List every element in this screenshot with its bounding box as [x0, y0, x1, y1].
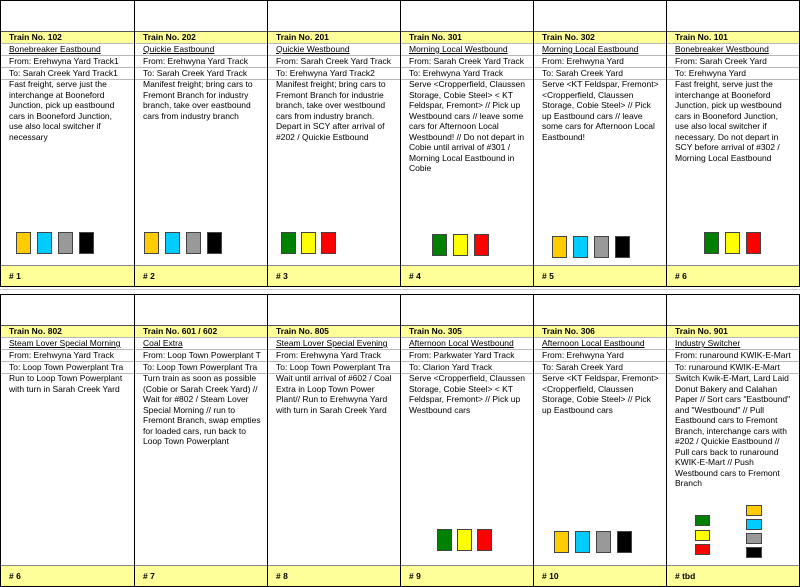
- car-color-gray: [58, 232, 73, 254]
- card-sequence: # 6: [1, 565, 134, 586]
- train-number: Train No. 601 / 602: [135, 326, 267, 338]
- train-description: Manifest freight; bring cars to Fremont Branch for industry branch, take over eastbound cars from industry branch: [143, 79, 253, 121]
- train-name: Afternoon Local Westbound: [401, 338, 533, 350]
- train-description: Serve <Cropperfield, Claussen Storage, Cobie Steel> < KT Feldspar, Fremont> // Pick up Westbound cars: [409, 373, 525, 415]
- train-from: From: runaround KWIK-E-Mart: [667, 350, 799, 362]
- train-to: To: Sarah Creek Yard Track1: [1, 68, 134, 80]
- car-color-green: [281, 232, 296, 254]
- train-name: Steam Lover Special Morning: [1, 338, 134, 350]
- train-to: To: Loop Town Powerplant Tra: [268, 362, 400, 374]
- train-to: To: runaround KWIK-E-Mart: [667, 362, 799, 374]
- card-spacer: [401, 295, 533, 326]
- car-color-red: [477, 529, 492, 551]
- card-sequence: # 4: [401, 265, 533, 286]
- card-sequence: # 1: [1, 265, 134, 286]
- train-from: From: Erehwyna Yard: [534, 56, 666, 68]
- train-to: To: Erehwyna Yard Track2: [268, 68, 400, 80]
- train-card: [134, 0, 268, 287]
- train-name: Bonebreaker Westbound: [667, 44, 799, 56]
- car-color-green: [437, 529, 452, 551]
- train-name: Coal Extra: [135, 338, 267, 350]
- card-sequence: # 2: [135, 265, 267, 286]
- train-to: To: Erehwyna Yard Track: [401, 68, 533, 80]
- car-color-gray: [594, 236, 609, 258]
- card-sequence: # 9: [401, 565, 533, 586]
- card-spacer: [1, 295, 134, 326]
- car-color-black: [617, 531, 632, 553]
- card-spacer: [401, 1, 533, 32]
- train-from: From: Erehwyna Yard Track: [1, 350, 134, 362]
- card-sequence: # 10: [534, 565, 666, 586]
- train-name: Quickie Westbound: [268, 44, 400, 56]
- car-color-lemon: [301, 232, 316, 254]
- train-from: From: Parkwater Yard Track: [401, 350, 533, 362]
- train-description: Serve <Cropperfield, Claussen Storage, Cobie Steel> < KT Feldspar, Fremont> // Pick up Westbound cars // leave some cars for Afternoon Local Westbound! // Do not depart in Cobie until arrival of #301 / Morning Local Eastbound in Cobie: [409, 79, 525, 173]
- car-color-yellow: [16, 232, 31, 254]
- train-to: To: Sarah Creek Yard: [534, 362, 666, 374]
- train-number: Train No. 201: [268, 32, 400, 44]
- card-spacer: [135, 1, 267, 32]
- car-color-black: [615, 236, 630, 258]
- train-card: [533, 294, 667, 587]
- train-name: Afternoon Local Eastbound: [534, 338, 666, 350]
- car-color-green: [704, 232, 719, 254]
- car-color-black: [79, 232, 94, 254]
- card-sequence: # 7: [135, 565, 267, 586]
- car-color-green: [432, 234, 447, 256]
- train-number: Train No. 305: [401, 326, 533, 338]
- car-color-red: [474, 234, 489, 256]
- train-card: [0, 294, 135, 587]
- train-from: From: Loop Town Powerplant T: [135, 350, 267, 362]
- card-sequence: # 5: [534, 265, 666, 286]
- train-number: Train No. 301: [401, 32, 533, 44]
- train-to: To: Sarah Creek Yard Track: [135, 68, 267, 80]
- train-from: From: Sarah Creek Yard Track: [401, 56, 533, 68]
- train-description: Serve <KT Feldspar, Fremont> <Cropperfield, Claussen Storage, Cobie Steel> // Pick up Eastbound cars: [542, 373, 659, 415]
- train-description: Manifest freight; bring cars to Fremont Branch for industrie branch, take over westbound cars from industry branch. Depart in SCY after arrival of #202 / Quickie Estbound: [276, 79, 386, 142]
- train-number: Train No. 202: [135, 32, 267, 44]
- card-spacer: [534, 295, 666, 326]
- train-name: Steam Lover Special Evening: [268, 338, 400, 350]
- train-from: From: Erehwyna Yard Track: [268, 350, 400, 362]
- train-number: Train No. 102: [1, 32, 134, 44]
- train-card: [400, 294, 534, 587]
- row-divider: [0, 289, 800, 290]
- train-name: Quickie Eastbound: [135, 44, 267, 56]
- car-color-lemon: [725, 232, 740, 254]
- train-description: Turn train as soon as possible (Cobie or Sarah Creek Yard) // Wait for #802 / Steam Lover Special Morning // run to Fremont Branch, swap empties for loaded cars, run back to Loop Town Powerplant: [143, 373, 261, 446]
- card-spacer: [667, 295, 799, 326]
- train-description: Serve <KT Feldspar, Fremont> <Cropperfield, Claussen Storage, Cobie Steel> // Pick up Eastbound cars // leave some cars for Afternoon Local Eastbound!: [542, 79, 659, 142]
- car-color-cyan: [37, 232, 52, 254]
- car-color-cyan: [746, 519, 762, 530]
- train-from: From: Sarah Creek Yard: [667, 56, 799, 68]
- train-card: [267, 294, 401, 587]
- train-number: Train No. 302: [534, 32, 666, 44]
- card-sequence: # 3: [268, 265, 400, 286]
- train-description: Fast freight, serve just the interchange at Booneford Junction, pick up westbound cars in Booneford Junction, use also local switcher if necessary. Do not depart in SCY before arrival of #302 / Morning Local Eastbound: [675, 79, 782, 163]
- train-description: Switch Kwik-E-Mart, Lard Laid Donut Bakery and Calahan Paper // Sort cars "Eastbound" and "Westbound" // Pull Eastbound cars to Fremont Branch, interchange cars with #202 / Quickie Eastbound // Pull cars back to runaround KWIK-E-Mart // Push Westbound cars to Fremont Branch: [675, 373, 791, 488]
- card-spacer: [268, 1, 400, 32]
- car-color-green: [695, 515, 710, 526]
- car-color-black: [746, 547, 762, 558]
- car-color-gray: [186, 232, 201, 254]
- train-from: From: Erehwyna Yard Track: [135, 56, 267, 68]
- card-sequence: # tbd: [667, 565, 799, 586]
- train-card: [0, 0, 135, 287]
- car-color-gray: [596, 531, 611, 553]
- train-number: Train No. 101: [667, 32, 799, 44]
- car-color-red: [321, 232, 336, 254]
- train-number: Train No. 306: [534, 326, 666, 338]
- car-color-cyan: [573, 236, 588, 258]
- car-color-red: [695, 544, 710, 555]
- card-sequence: # 6: [667, 265, 799, 286]
- train-to: To: Loop Town Powerplant Tra: [135, 362, 267, 374]
- train-card: [666, 294, 800, 587]
- train-from: From: Erehwyna Yard: [534, 350, 666, 362]
- train-card: [134, 294, 268, 587]
- car-color-yellow: [554, 531, 569, 553]
- car-color-cyan: [165, 232, 180, 254]
- train-to: To: Erehwyna Yard: [667, 68, 799, 80]
- train-description: Fast freight, serve just the interchange at Booneford Junction, pick up eastbound cars in Booneford Junction, use also local switcher if necessary: [9, 79, 115, 142]
- train-name: Bonebreaker Eastbound: [1, 44, 134, 56]
- train-from: From: Erehwyna Yard Track1: [1, 56, 134, 68]
- card-spacer: [667, 1, 799, 32]
- car-color-yellow: [552, 236, 567, 258]
- train-number: Train No. 805: [268, 326, 400, 338]
- car-color-red: [746, 232, 761, 254]
- car-color-black: [207, 232, 222, 254]
- train-name: Industry Switcher: [667, 338, 799, 350]
- train-name: Morning Local Eastbound: [534, 44, 666, 56]
- car-color-lemon: [695, 530, 710, 541]
- train-name: Morning Local Westbound: [401, 44, 533, 56]
- train-to: To: Sarah Creek Yard: [534, 68, 666, 80]
- card-spacer: [1, 1, 134, 32]
- car-color-yellow: [144, 232, 159, 254]
- train-description: Run to Loop Town Powerplant with turn in Sarah Creek Yard: [9, 373, 123, 394]
- car-color-cyan: [575, 531, 590, 553]
- train-card: [267, 0, 401, 287]
- train-from: From: Sarah Creek Yard Track: [268, 56, 400, 68]
- train-card: [533, 0, 667, 287]
- car-color-gray: [746, 533, 762, 544]
- train-card: [400, 0, 534, 287]
- train-description: Wait until arrival of #602 / Coal Extra in Loop Town Power Plant// Run to Erehwyna Yard with turn in Sarah Creek Yard: [276, 373, 392, 415]
- car-color-lemon: [457, 529, 472, 551]
- train-to: To: Loop Town Powerplant Tra: [1, 362, 134, 374]
- card-spacer: [268, 295, 400, 326]
- card-spacer: [534, 1, 666, 32]
- train-to: To: Clarion Yard Track: [401, 362, 533, 374]
- train-card: [666, 0, 800, 287]
- card-spacer: [135, 295, 267, 326]
- car-color-lemon: [453, 234, 468, 256]
- card-sequence: # 8: [268, 565, 400, 586]
- train-number: Train No. 802: [1, 326, 134, 338]
- train-number: Train No. 901: [667, 326, 799, 338]
- car-color-yellow: [746, 505, 762, 516]
